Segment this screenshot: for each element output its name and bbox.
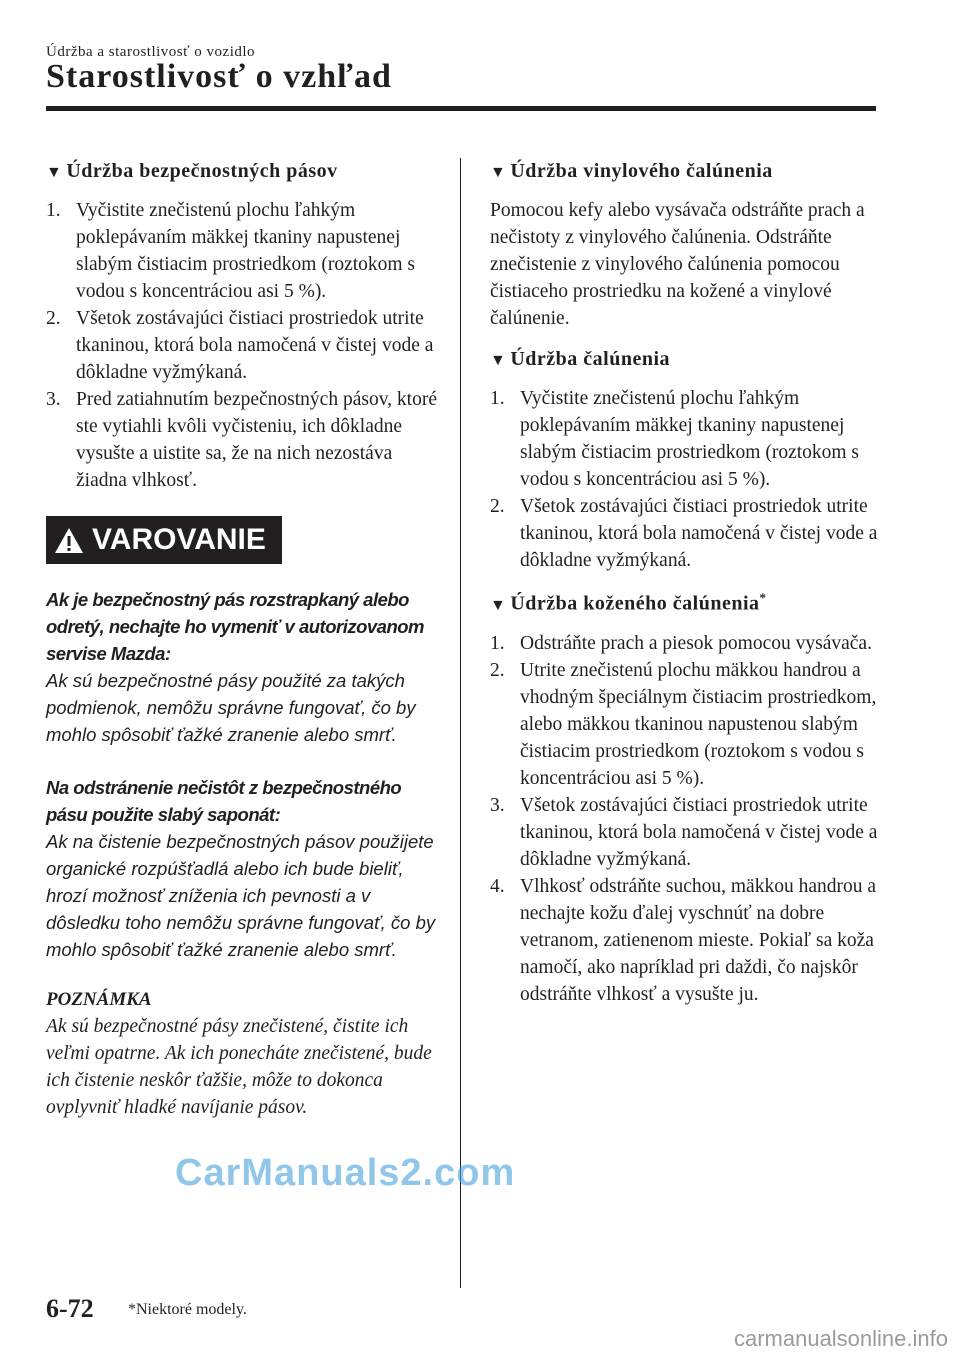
section-label: Údržba a starostlivosť o vozidlo (46, 44, 256, 60)
right-column (490, 160, 890, 1008)
list-item: 1. Vyčistite znečistenú plochu ľahkým poklepávaním mäkkej tkaniny napustenej slabým čistiacim prostriedkom (roztokom s vodou s koncentráciou asi 5 %). (490, 388, 860, 490)
list-item: 2. Všetok zostávajúci čistiaci prostriedok utrite tkaninou, ktorá bola namočená v čistej vode a dôkladne vyžmýkaná. (490, 496, 878, 571)
list-item: 1. Odstráňte prach a piesok pomocou vysávača. (490, 632, 872, 654)
belts-steps (46, 197, 446, 494)
list-item: 3. Všetok zostávajúci čistiaci prostriedok utrite tkaninou, ktorá bola namočená v čistej vode a dôkladne vyžmýkaná. (490, 794, 878, 870)
leather-heading: ▼ Údržba koženého čalúnenia* (490, 590, 767, 615)
triangle-down-icon: ▼ (490, 596, 507, 614)
belts-heading: ▼ Údržba bezpečnostných pásov (46, 160, 338, 182)
list-item: 2. Všetok zostávajúci čistiaci prostriedok utrite tkaninou, ktorá bola namočená v čistej vode a dôkladne vyžmýkaná. (46, 308, 434, 383)
left-column (46, 160, 446, 1121)
list-item: 4. Vlhkosť odstráňte suchou, mäkkou handrou a nechajte kožu ďalej vyschnúť na dobre vetranom, zatienenom mieste. Pokiaľ sa koža namočí, ako napríklad pri daždi, čo najskôr odstráňte vlhkosť a vysušte ju. (490, 875, 877, 1005)
warning-1-bold: Ak je bezpečnostný pás rozstrapkaný alebo odretý, nechajte ho vymeniť v autorizovanom servise Mazda: (46, 589, 425, 664)
page-number: 6-72 (46, 1294, 94, 1323)
warning-2-bold: Na odstránenie nečistôt z bezpečnostného pásu použite slabý saponát: (46, 777, 402, 825)
footnote: *Niektoré modely. (128, 1301, 247, 1318)
triangle-down-icon: ▼ (46, 164, 63, 181)
note-text: Ak sú bezpečnostné pásy znečistené, čistite ich veľmi opatrne. Ak ich ponecháte znečistené, bude ich čistenie neskôr ťažšie, môže to dokonca ovplyvniť hladké navíjanie pásov. (46, 1016, 432, 1118)
vinyl-text: Pomocou kefy alebo vysávača odstráňte prach a nečistoty z vinylového čalúnenia. Odstráňte znečistenie z vinylového čalúnenia pomocou čistiaceho prostriedku na kožené a vinylové čalúnenie. (490, 200, 865, 329)
list-item: 1. Vyčistite znečistenú plochu ľahkým poklepávaním mäkkej tkaniny napustenej slabým čistiacim prostriedkom (roztokom s vodou s koncentráciou asi 5 %). (46, 200, 416, 302)
watermark: CarManuals2.com (175, 1152, 516, 1194)
leather-steps (490, 630, 890, 1008)
triangle-down-icon: ▼ (490, 164, 507, 181)
site-watermark: carmanualsonline.info (733, 1326, 948, 1351)
list-item: 2. Utrite znečistenú plochu mäkkou handrou a vhodným špeciálnym čistiacim prostriedkom, alebo mäkkou tkaninou napustenou slabým čistiacim prostriedkom (roztokom s vodou s koncentráciou asi 5 %). (490, 659, 877, 789)
column-divider (460, 158, 461, 1288)
warning-icon (54, 527, 84, 554)
upholstery-steps (490, 385, 890, 574)
header-divider (46, 106, 876, 111)
list-item: 3. Pred zatiahnutím bezpečnostných pásov, ktoré ste vytiahli kvôli vyčisteniu, ich dôkladne vysušte a uistite sa, že na nich nezostáva žiadna vlhkosť. (46, 389, 437, 491)
warning-banner (46, 516, 282, 564)
triangle-down-icon: ▼ (490, 352, 507, 369)
warning-text (46, 586, 446, 963)
warning-2-text: Ak na čistenie bezpečnostných pásov použijete organické rozpúšťadlá alebo ich bude bieliť, hrozí možnosť zníženia ich pevnosti a v dôsledku toho nemôžu správne fungovať, čo by mohlo spôsobiť ťažké zranenie alebo smrť. (46, 831, 436, 960)
upholstery-heading: ▼ Údržba čalúnenia (490, 348, 671, 370)
warning-label: VAROVANIE (92, 523, 266, 556)
page-title: Starostlivosť o vzhľad (46, 58, 392, 95)
note-title: POZNÁMKA (46, 989, 152, 1010)
warning-1-text: Ak sú bezpečnostné pásy použité za takých podmienok, nemôžu správne fungovať, čo by mohlo spôsobiť ťažké zranenie alebo smrť. (46, 670, 416, 745)
vinyl-heading: ▼ Údržba vinylového čalúnenia (490, 160, 773, 182)
